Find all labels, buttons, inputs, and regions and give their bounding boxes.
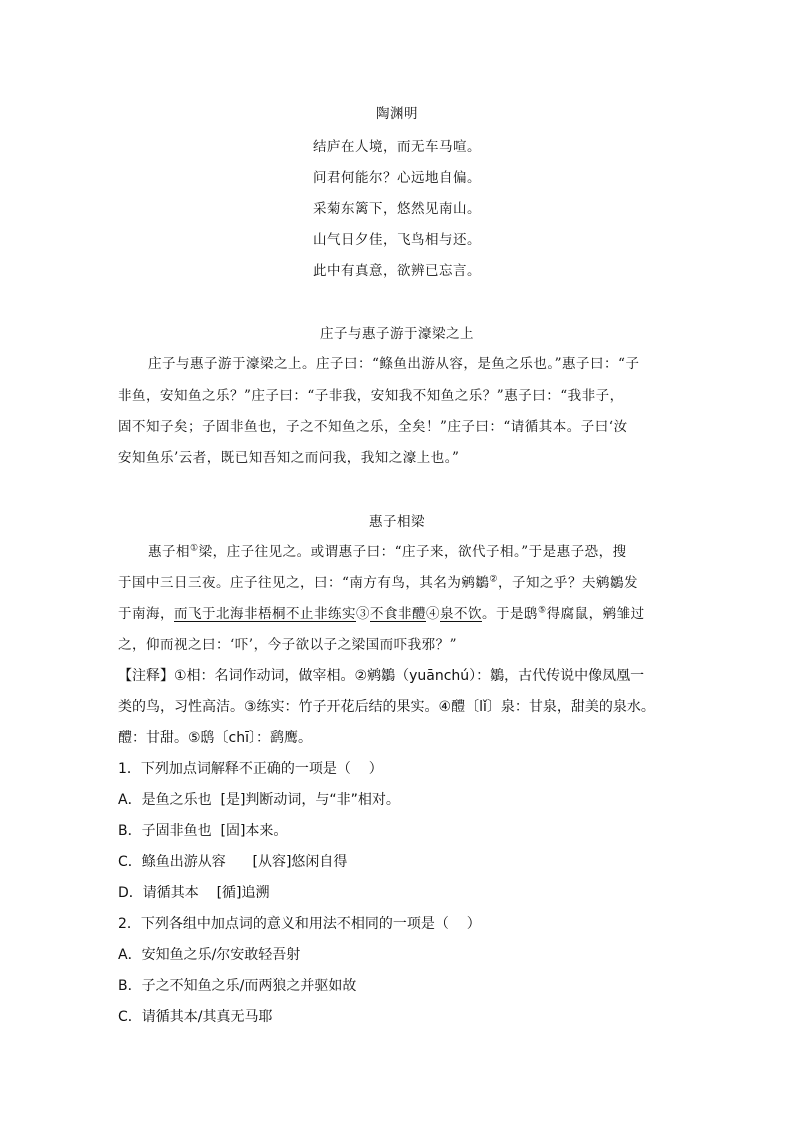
question-1-option-c[interactable]: C．鲦鱼出游从容 [从容]悠闲自得 [118,854,348,870]
question-1-option-a[interactable]: A．是鱼之乐也 [是]判断动词，与“非”相对。 [118,792,400,808]
text3-line-1 [148,540,693,560]
text3-line1-a: 惠子相 [148,544,190,560]
footnote-marker-5: ⑤ [538,605,547,616]
question-2-option-c[interactable]: C．请循其本/其真无马耶 [118,1009,273,1025]
text2-title: 庄子与惠子游于濠梁之上 [320,326,474,342]
poem-line-4: 山气日夕佳，飞鸟相与还。 [313,232,481,248]
text2-line-2: 非鱼，安知鱼之乐？”庄子曰：“子非我，安知我不知鱼之乐？”惠子曰：“我非子， [118,388,624,404]
text3-line1-b: 梁，庄子往见之。或谓惠子曰：“庄子来，欲代子相。”于是惠子恐，搜 [198,544,627,560]
text2-line-1: 庄子与惠子游于濠梁之上。庄子曰：“鲦鱼出游从容，是鱼之乐也。”惠子曰：“子 [148,356,640,372]
question-1-option-b[interactable]: B．子固非鱼也 [固]本来。 [118,823,288,839]
notes-line-2: 类的鸟，习性高洁。③练实：竹子开花后结的果实。④醴〔lǐ〕泉：甘泉，甜美的泉水。 [118,699,655,715]
text2-line-4: 安知鱼乐’云者，既已知吾知之而问我，我知之濠上也。” [118,450,460,466]
text3-line2-b: ，子知之乎？夫鹓鶵发 [497,575,638,591]
question-2-option-b[interactable]: B．子之不知鱼之乐/而两狼之并驱如故 [118,978,357,994]
poem-author: 陶渊明 [376,106,418,122]
footnote-marker-3: ③ [356,606,370,622]
question-2-stem: 2．下列各组中加点词的意义和用法不相同的一项是（ ） [118,916,481,932]
text3-line3-c: 得腐鼠，鹓雏过 [546,606,645,622]
footnote-marker-1: ① [190,543,199,554]
notes-line-3: 醴：甘甜。⑤鸱〔chī〕：鹞鹰。 [118,730,313,746]
poem-line-3: 采菊东篱下，悠然见南山。 [313,201,481,217]
poem-line-2: 问君何能尔？心远地自偏。 [313,170,481,186]
text3-title: 惠子相梁 [369,514,425,530]
text3-line3-b: 。于是鸱 [482,606,538,622]
text3-line2-a: 于国中三日三夜。庄子往见之，曰：“南方有鸟，其名为鹓鶵 [118,575,490,591]
text3-line-2 [118,571,693,591]
question-2-option-a[interactable]: A．安知鱼之乐/尔安敢轻吾射 [118,947,301,963]
text3-line3-a: 于南海， [118,606,174,622]
notes-line-1: 【注释】①相：名词作动词，做宰相。②鹓鶵（yuānchú）：鶵，古代传说中像凤凰一 [118,668,645,684]
footnote-marker-4: ④ [426,606,440,622]
text3-underlined-3: 泉不饮 [440,606,482,622]
text3-underlined-1: 而飞于北海非梧桐不止非练实 [174,606,356,622]
poem-line-1: 结庐在人境，而无车马喧。 [313,139,481,155]
text3-line-3 [118,602,693,622]
footnote-marker-2: ② [489,574,498,585]
question-1-stem: 1．下列加点词解释不正确的一项是（ ） [118,761,383,777]
text3-underlined-2: 不食非醴 [370,606,426,622]
question-1-option-d[interactable]: D．请循其本 [循]追溯 [118,885,270,901]
text2-line-3: 固不知子矣；子固非鱼也，子之不知鱼之乐，全矣！”庄子曰：“请循其本。子曰‘汝 [118,419,628,435]
text3-line-4: 之，仰而视之曰：‘吓’，今子欲以子之梁国而吓我邪？” [118,637,457,653]
poem-line-5: 此中有真意，欲辨已忘言。 [313,263,481,279]
